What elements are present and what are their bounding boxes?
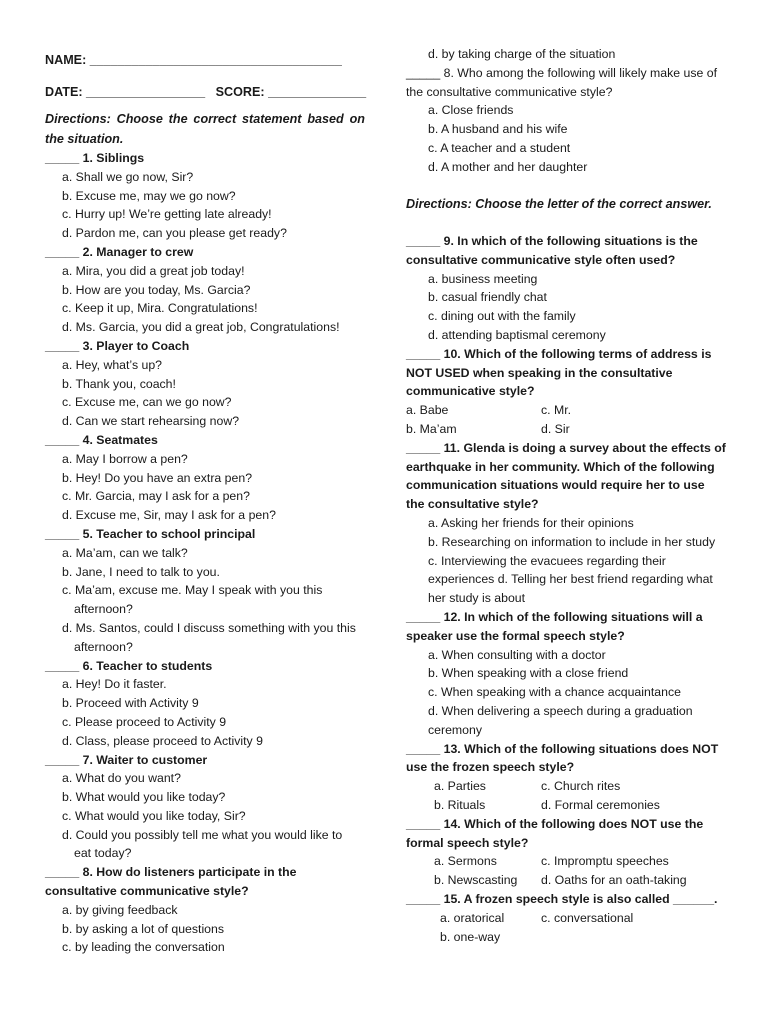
q3-option-b: b. Thank you, coach!	[62, 376, 176, 391]
q2-option-d: d. Ms. Garcia, you did a great job, Congratulations!	[62, 320, 340, 335]
q6-option-a: a. Hey! Do it faster.	[62, 677, 167, 692]
q3-option-a: a. Hey, what’s up?	[62, 357, 163, 372]
q5-option-b: b. Jane, I need to talk to you.	[62, 564, 220, 579]
q15-options	[406, 909, 726, 947]
question-7: _____ 7. Waiter to customer	[45, 752, 208, 767]
q4-option-b: b. Hey! Do you have an extra pen?	[62, 470, 253, 485]
q1-option-c: c. Hurry up! We’re getting late already!	[62, 207, 272, 222]
q8-option-c: c. by leading the conversation	[62, 940, 225, 955]
q5-option-d	[45, 619, 365, 657]
q13-option-b: b. Rituals	[434, 797, 486, 812]
q7-option-d-line2: eat today?	[74, 846, 132, 861]
q14-option-a: a. Sermons	[434, 854, 497, 869]
q9-option-c: c. dining out with the family	[428, 309, 576, 324]
q8-option-b: b. by asking a lot of questions	[62, 921, 225, 936]
question-15: _____ 15. A frozen speech style is also called ______.	[406, 891, 718, 906]
q15-option-a: a. oratorical	[440, 910, 505, 925]
q8-option-a: a. by giving feedback	[62, 902, 178, 917]
question-2: _____ 2. Manager to crew	[45, 244, 194, 259]
date-score-row	[45, 76, 365, 108]
q2-option-b: b. How are you today, Ms. Garcia?	[62, 282, 251, 297]
q14-option-c: c. Impromptu speeches	[541, 854, 669, 869]
q9-option-b: b. casual friendly chat	[428, 290, 547, 305]
q5-option-d-line1: d. Ms. Santos, could I discuss something with you this	[62, 620, 356, 635]
score-field-label: SCORE: ______________	[215, 85, 367, 99]
q14-option-d: d. Oaths for an oath-taking	[541, 873, 687, 888]
q7-option-d-line1: d. Could you possibly tell me what you would like to	[62, 827, 343, 842]
left-column	[45, 44, 365, 957]
q10-option-d: d. Sir	[541, 422, 570, 437]
q12-option-b: b. When speaking with a close friend	[428, 666, 629, 681]
q5-option-c-line2: afternoon?	[74, 602, 133, 617]
right-column	[406, 45, 726, 946]
q6-option-c: c. Please proceed to Activity 9	[62, 714, 227, 729]
q11-option-cd: c. Interviewing the evacuees regarding their experiences d. Telling her best friend regarding what her study is about	[428, 553, 713, 606]
question-3: _____ 3. Player to Coach	[45, 338, 190, 353]
q7-option-c: c. What would you like today, Sir?	[62, 808, 246, 823]
q1-option-a: a. Shall we go now, Sir?	[62, 169, 194, 184]
q6-option-d: d. Class, please proceed to Activity 9	[62, 733, 263, 748]
q10-options	[406, 401, 726, 439]
q11-option-a: a. Asking her friends for their opinions	[428, 516, 634, 531]
question-8b: _____ 8. Who among the following will likely make use of the consultative communicative style?	[406, 65, 718, 99]
directions-2: Directions: Choose the letter of the correct answer.	[406, 196, 712, 211]
question-14: _____ 14. Which of the following does NOT use the formal speech style?	[406, 816, 704, 850]
question-13: _____ 13. Which of the following situations does NOT use the frozen speech style?	[406, 741, 719, 775]
question-8: _____ 8. How do listeners participate in the consultative communicative style?	[45, 865, 297, 899]
q11-option-b: b. Researching on information to include in her study	[428, 534, 716, 549]
name-field-label: NAME: ____________________________________	[45, 53, 342, 67]
q14-options	[406, 852, 726, 890]
q7-option-a: a. What do you want?	[62, 771, 181, 786]
q5-option-c	[45, 581, 365, 619]
q4-option-d: d. Excuse me, Sir, may I ask for a pen?	[62, 508, 276, 523]
q10-option-a: a. Babe	[406, 403, 449, 418]
q10-option-b: b. Ma’am	[406, 422, 457, 437]
directions-1: Directions: Choose the correct statement based on the situation.	[45, 112, 365, 146]
q3-option-c: c. Excuse me, can we go now?	[62, 395, 232, 410]
q4-option-a: a. May I borrow a pen?	[62, 451, 188, 466]
question-5: _____ 5. Teacher to school principal	[45, 526, 256, 541]
q12-option-a: a. When consulting with a doctor	[428, 647, 606, 662]
question-4: _____ 4. Seatmates	[45, 432, 158, 447]
q7-option-b: b. What would you like today?	[62, 790, 226, 805]
q12-option-c: c. When speaking with a chance acquaintance	[428, 685, 681, 700]
q8b-option-a: a. Close friends	[428, 103, 514, 118]
q8b-option-c: c. A teacher and a student	[428, 140, 571, 155]
q8b-option-b: b. A husband and his wife	[428, 122, 568, 137]
q8b-option-d: d. A mother and her daughter	[428, 159, 588, 174]
question-11: _____ 11. Glenda is doing a survey about the effects of earthquake in her community. Which of the following communication situations would require her to use the consultative style?	[406, 440, 726, 512]
q2-option-a: a. Mira, you did a great job today!	[62, 263, 245, 278]
q13-options	[406, 777, 726, 815]
question-9: _____ 9. In which of the following situations is the consultative communicative style often used?	[406, 234, 698, 267]
q2-option-c: c. Keep it up, Mira. Congratulations!	[62, 301, 258, 316]
q6-option-b: b. Proceed with Activity 9	[62, 696, 199, 711]
q15-option-empty	[541, 928, 701, 947]
q13-option-d: d. Formal ceremonies	[541, 797, 660, 812]
q5-option-d-line2: afternoon?	[74, 639, 133, 654]
q7-option-d	[45, 826, 365, 864]
q9-option-d: d. attending baptismal ceremony	[428, 328, 606, 343]
q13-option-a: a. Parties	[434, 779, 486, 794]
q15-option-b: b. one-way	[440, 929, 501, 944]
q5-option-c-line1: c. Ma’am, excuse me. May I speak with you this	[62, 583, 323, 598]
q1-option-b: b. Excuse me, may we go now?	[62, 188, 236, 203]
date-field-label: DATE: _________________	[45, 85, 206, 99]
q4-option-c: c. Mr. Garcia, may I ask for a pen?	[62, 489, 250, 504]
q10-option-c: c. Mr.	[541, 403, 572, 418]
q8-option-d: d. by taking charge of the situation	[428, 47, 616, 61]
question-12: _____ 12. In which of the following situations will a speaker use the formal speech style?	[406, 610, 703, 643]
q3-option-d: d. Can we start rehearsing now?	[62, 414, 240, 429]
question-6: _____ 6. Teacher to students	[45, 658, 213, 673]
q9-option-a: a. business meeting	[428, 271, 538, 286]
question-1: _____ 1. Siblings	[45, 151, 145, 165]
q5-option-a: a. Ma’am, can we talk?	[62, 545, 188, 560]
q15-option-c: c. conversational	[541, 910, 634, 925]
q1-option-d: d. Pardon me, can you please get ready?	[62, 226, 287, 241]
q12-option-d: d. When delivering a speech during a graduation ceremony	[428, 704, 693, 737]
q14-option-b: b. Newscasting	[434, 873, 518, 888]
q13-option-c: c. Church rites	[541, 779, 621, 794]
question-10: _____ 10. Which of the following terms of address is NOT USED when speaking in the consultative communicative style?	[406, 346, 712, 399]
